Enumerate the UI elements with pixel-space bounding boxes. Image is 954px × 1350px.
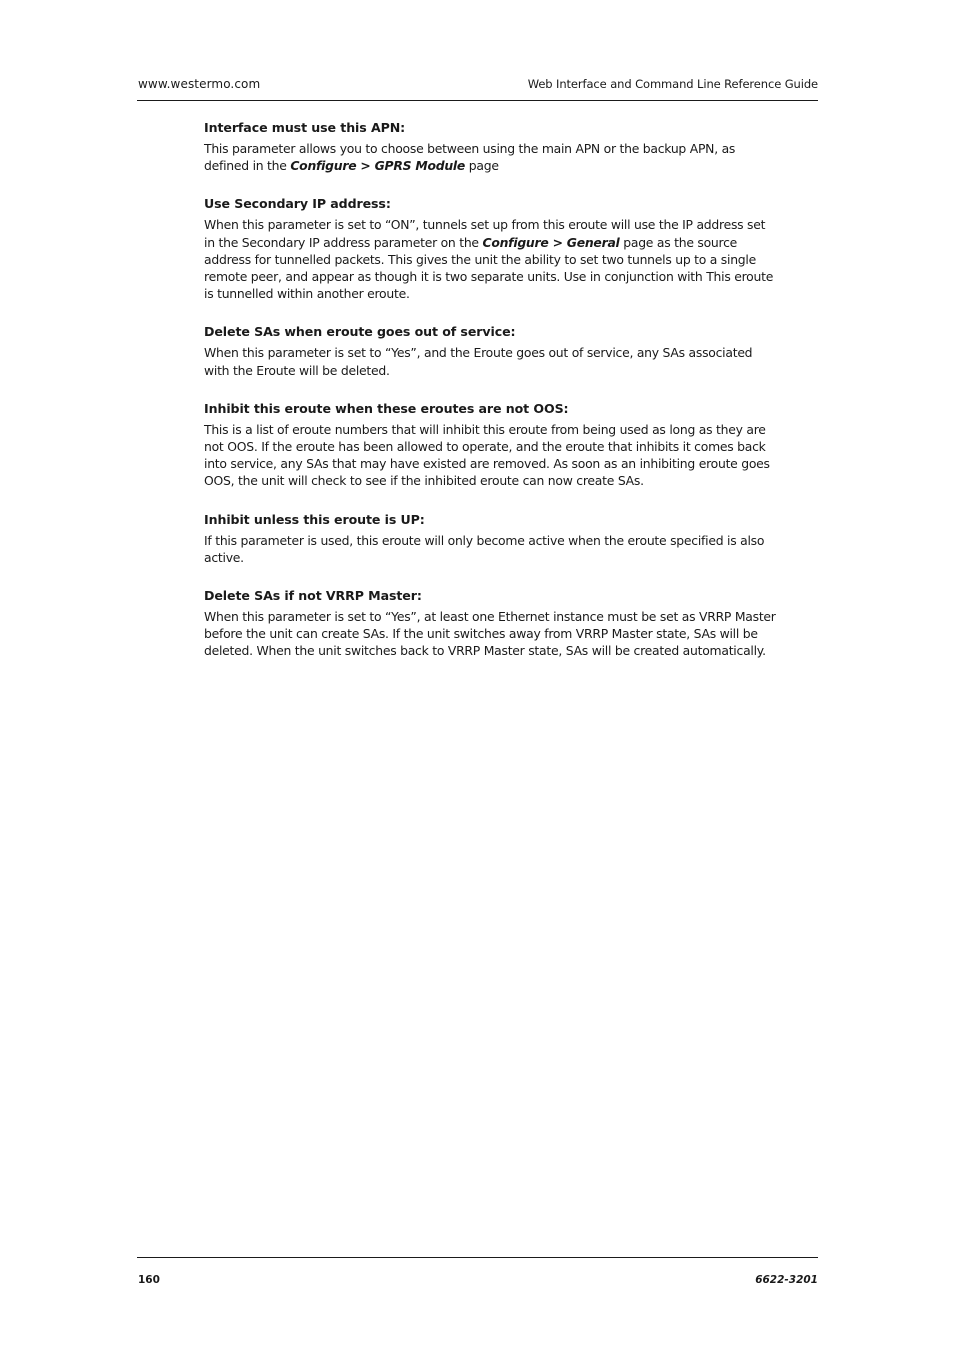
section-delete-sas-vrrp xyxy=(204,587,776,660)
menu-path: Configure > GPRS Module xyxy=(290,158,466,174)
section-body: When this parameter is set to “Yes”, at least one Ethernet instance must be set as VRRP Master before the unit can create SAs. If the unit switches away from VRRP Master state, SAs will be deleted. When the unit switches back to VRRP Master state, SAs will be created automatically. xyxy=(204,609,776,659)
document-title: Web Interface and Command Line Reference Guide xyxy=(527,77,818,91)
section-heading: Use Secondary IP address: xyxy=(204,196,391,212)
section-body: This is a list of eroute numbers that will inhibit this eroute from being used as long as they are not OOS. If the eroute has been allowed to operate, and the eroute that inhibits it comes back into service, any SAs that may have existed are removed. As soon as an inhibiting eroute goes OOS, the unit will check to see if the inhibited eroute can now create SAs. xyxy=(204,421,770,489)
section-secondary-ip xyxy=(204,195,776,302)
menu-path: Configure > General xyxy=(482,234,620,250)
document-number: 6622-3201 xyxy=(755,1274,818,1286)
section-inhibit-unless-up xyxy=(204,511,776,566)
page-content xyxy=(204,119,776,681)
website-url: www.westermo.com xyxy=(138,77,261,91)
section-body: When this parameter is set to “ON”, tunnels set up from this eroute will use the IP address set in the Secondary IP address parameter on the Configure > General page as the source address for tunnelled packets. This gives the unit the ability to set two tunnels up to a single remote peer, and appear as though it is two separate units. Use in conjunction with This eroute is tunnelled within another eroute. xyxy=(204,217,774,302)
section-heading: Inhibit this eroute when these eroutes are not OOS: xyxy=(204,400,569,416)
section-heading: Inhibit unless this eroute is UP: xyxy=(204,511,425,527)
section-interface-apn xyxy=(204,119,776,174)
section-body: When this parameter is set to “Yes”, and the Eroute goes out of service, any SAs associated with the Eroute will be deleted. xyxy=(204,345,753,378)
page-footer xyxy=(137,1257,818,1288)
section-body: If this parameter is used, this eroute will only become active when the eroute specified is also active. xyxy=(204,532,765,565)
section-inhibit-eroute xyxy=(204,400,776,490)
section-heading: Delete SAs when eroute goes out of service: xyxy=(204,324,516,340)
section-heading: Delete SAs if not VRRP Master: xyxy=(204,588,422,604)
page-header xyxy=(137,76,818,101)
section-body: This parameter allows you to choose between using the main APN or the backup APN, as defined in the Configure > GPRS Module page xyxy=(204,141,736,174)
section-heading: Interface must use this APN: xyxy=(204,120,406,135)
page-number: 160 xyxy=(138,1274,160,1286)
section-delete-sas-oos xyxy=(204,323,776,378)
